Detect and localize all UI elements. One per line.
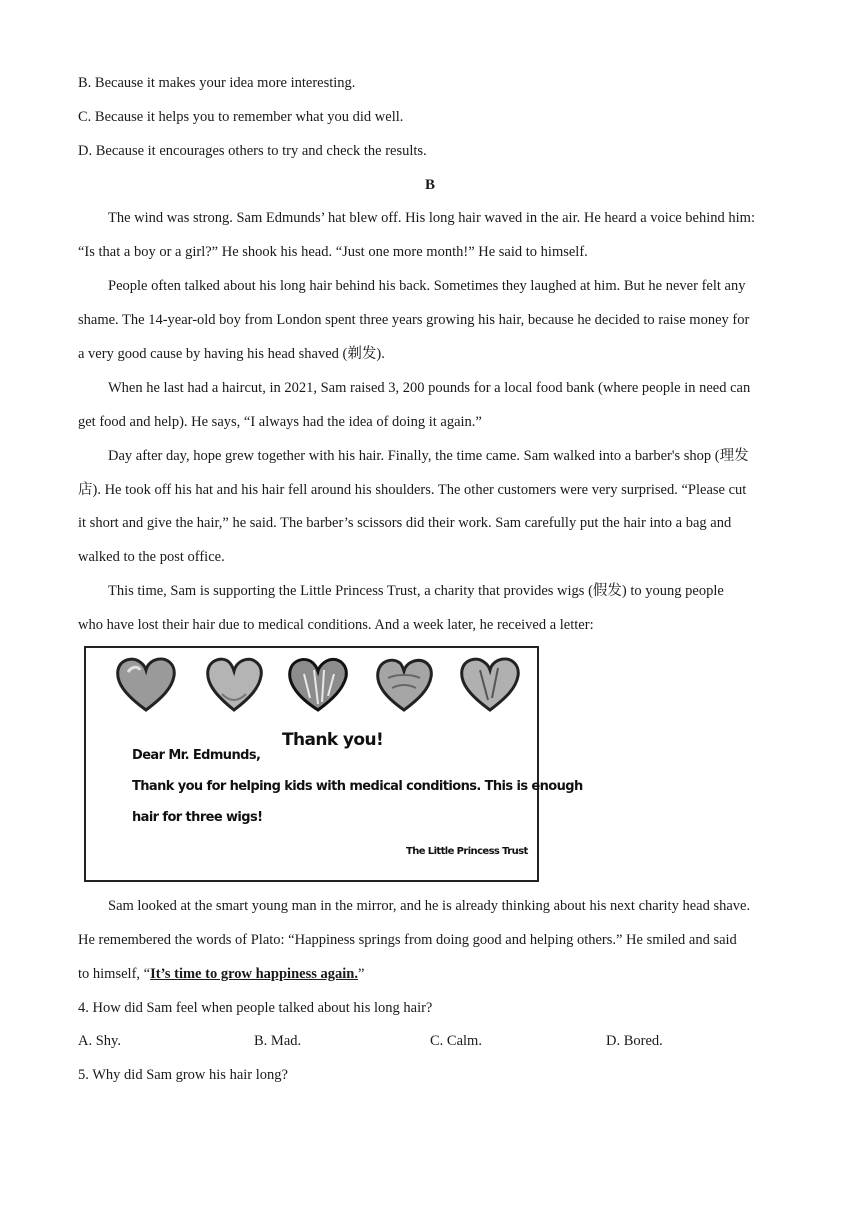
question-4: 4. How did Sam feel when people talked about his long hair? <box>78 1000 433 1016</box>
option-c: C. Because it helps you to remember what you did well. <box>78 109 404 125</box>
passage-line: People often talked about his long hair behind his back. Sometimes they laughed at him. But he never felt any <box>108 278 746 294</box>
passage-line: get food and help). He says, “I always had the idea of doing it again.” <box>78 414 482 430</box>
passage-line: shame. The 14-year-old boy from London spent three years growing his hair, because he decided to raise money for <box>78 312 750 328</box>
q4-option-b: B. Mad. <box>254 1033 302 1049</box>
passage-line: He remembered the words of Plato: “Happiness springs from doing good and helping others.” He smiled and said <box>78 932 737 948</box>
underlined-sentence: It’s time to grow happiness again. <box>150 966 358 982</box>
passage-line: walked to the post office. <box>78 549 225 565</box>
section-title: B <box>424 177 435 193</box>
card-body-line: Thank you for helping kids with medical conditions. This is enough <box>132 779 583 794</box>
card-thanks: Thank you! <box>282 730 384 750</box>
passage-line: a very good cause by having his head shaved (剃发). <box>78 346 385 362</box>
passage-line: 店). He took off his hat and his hair fell around his shoulders. The other customers were very surprised. “Please cut <box>78 482 747 498</box>
passage-last-line <box>78 964 364 984</box>
card-greeting: Dear Mr. Edmunds, <box>132 748 261 763</box>
thank-you-card <box>84 646 583 882</box>
heart-icon <box>202 654 266 714</box>
heart-icon <box>286 654 350 714</box>
passage-line: The wind was strong. Sam Edmunds’ hat blew off. His long hair waved in the air. He heard a voice behind him: <box>108 210 755 226</box>
heart-icon <box>372 654 436 714</box>
q4-option-a: A. Shy. <box>78 1033 121 1049</box>
passage-line: This time, Sam is supporting the Little Princess Trust, a charity that provides wigs (假发) to young people <box>108 583 724 599</box>
passage-line: who have lost their hair due to medical conditions. And a week later, he received a letter: <box>78 617 594 633</box>
passage-line: Day after day, hope grew together with his hair. Finally, the time came. Sam walked into a barber's shop (理发 <box>108 448 749 464</box>
option-d: D. Because it encourages others to try and check the results. <box>78 143 427 159</box>
card-body-line: hair for three wigs! <box>132 810 263 825</box>
passage-line: “Is that a boy or a girl?” He shook his head. “Just one more month!” He said to himself. <box>78 244 588 260</box>
q4-option-d: D. Bored. <box>606 1033 663 1049</box>
heart-icon <box>458 654 522 714</box>
question-5: 5. Why did Sam grow his hair long? <box>78 1067 288 1083</box>
card-signature: The Little Princess Trust <box>406 846 528 857</box>
option-b: B. Because it makes your idea more interesting. <box>78 75 356 91</box>
passage-line: it short and give the hair,” he said. The barber’s scissors did their work. Sam carefully put the hair into a bag and <box>78 515 732 531</box>
passage-line: When he last had a haircut, in 2021, Sam raised 3, 200 pounds for a local food bank (where people in need can <box>108 380 751 396</box>
passage-line: Sam looked at the smart young man in the mirror, and he is already thinking about his next charity head shave. <box>108 898 751 914</box>
heart-icon <box>114 654 178 714</box>
q4-option-c: C. Calm. <box>430 1033 482 1049</box>
last-line-post: ” <box>357 966 365 982</box>
last-line-pre: to himself, “ <box>78 966 151 982</box>
